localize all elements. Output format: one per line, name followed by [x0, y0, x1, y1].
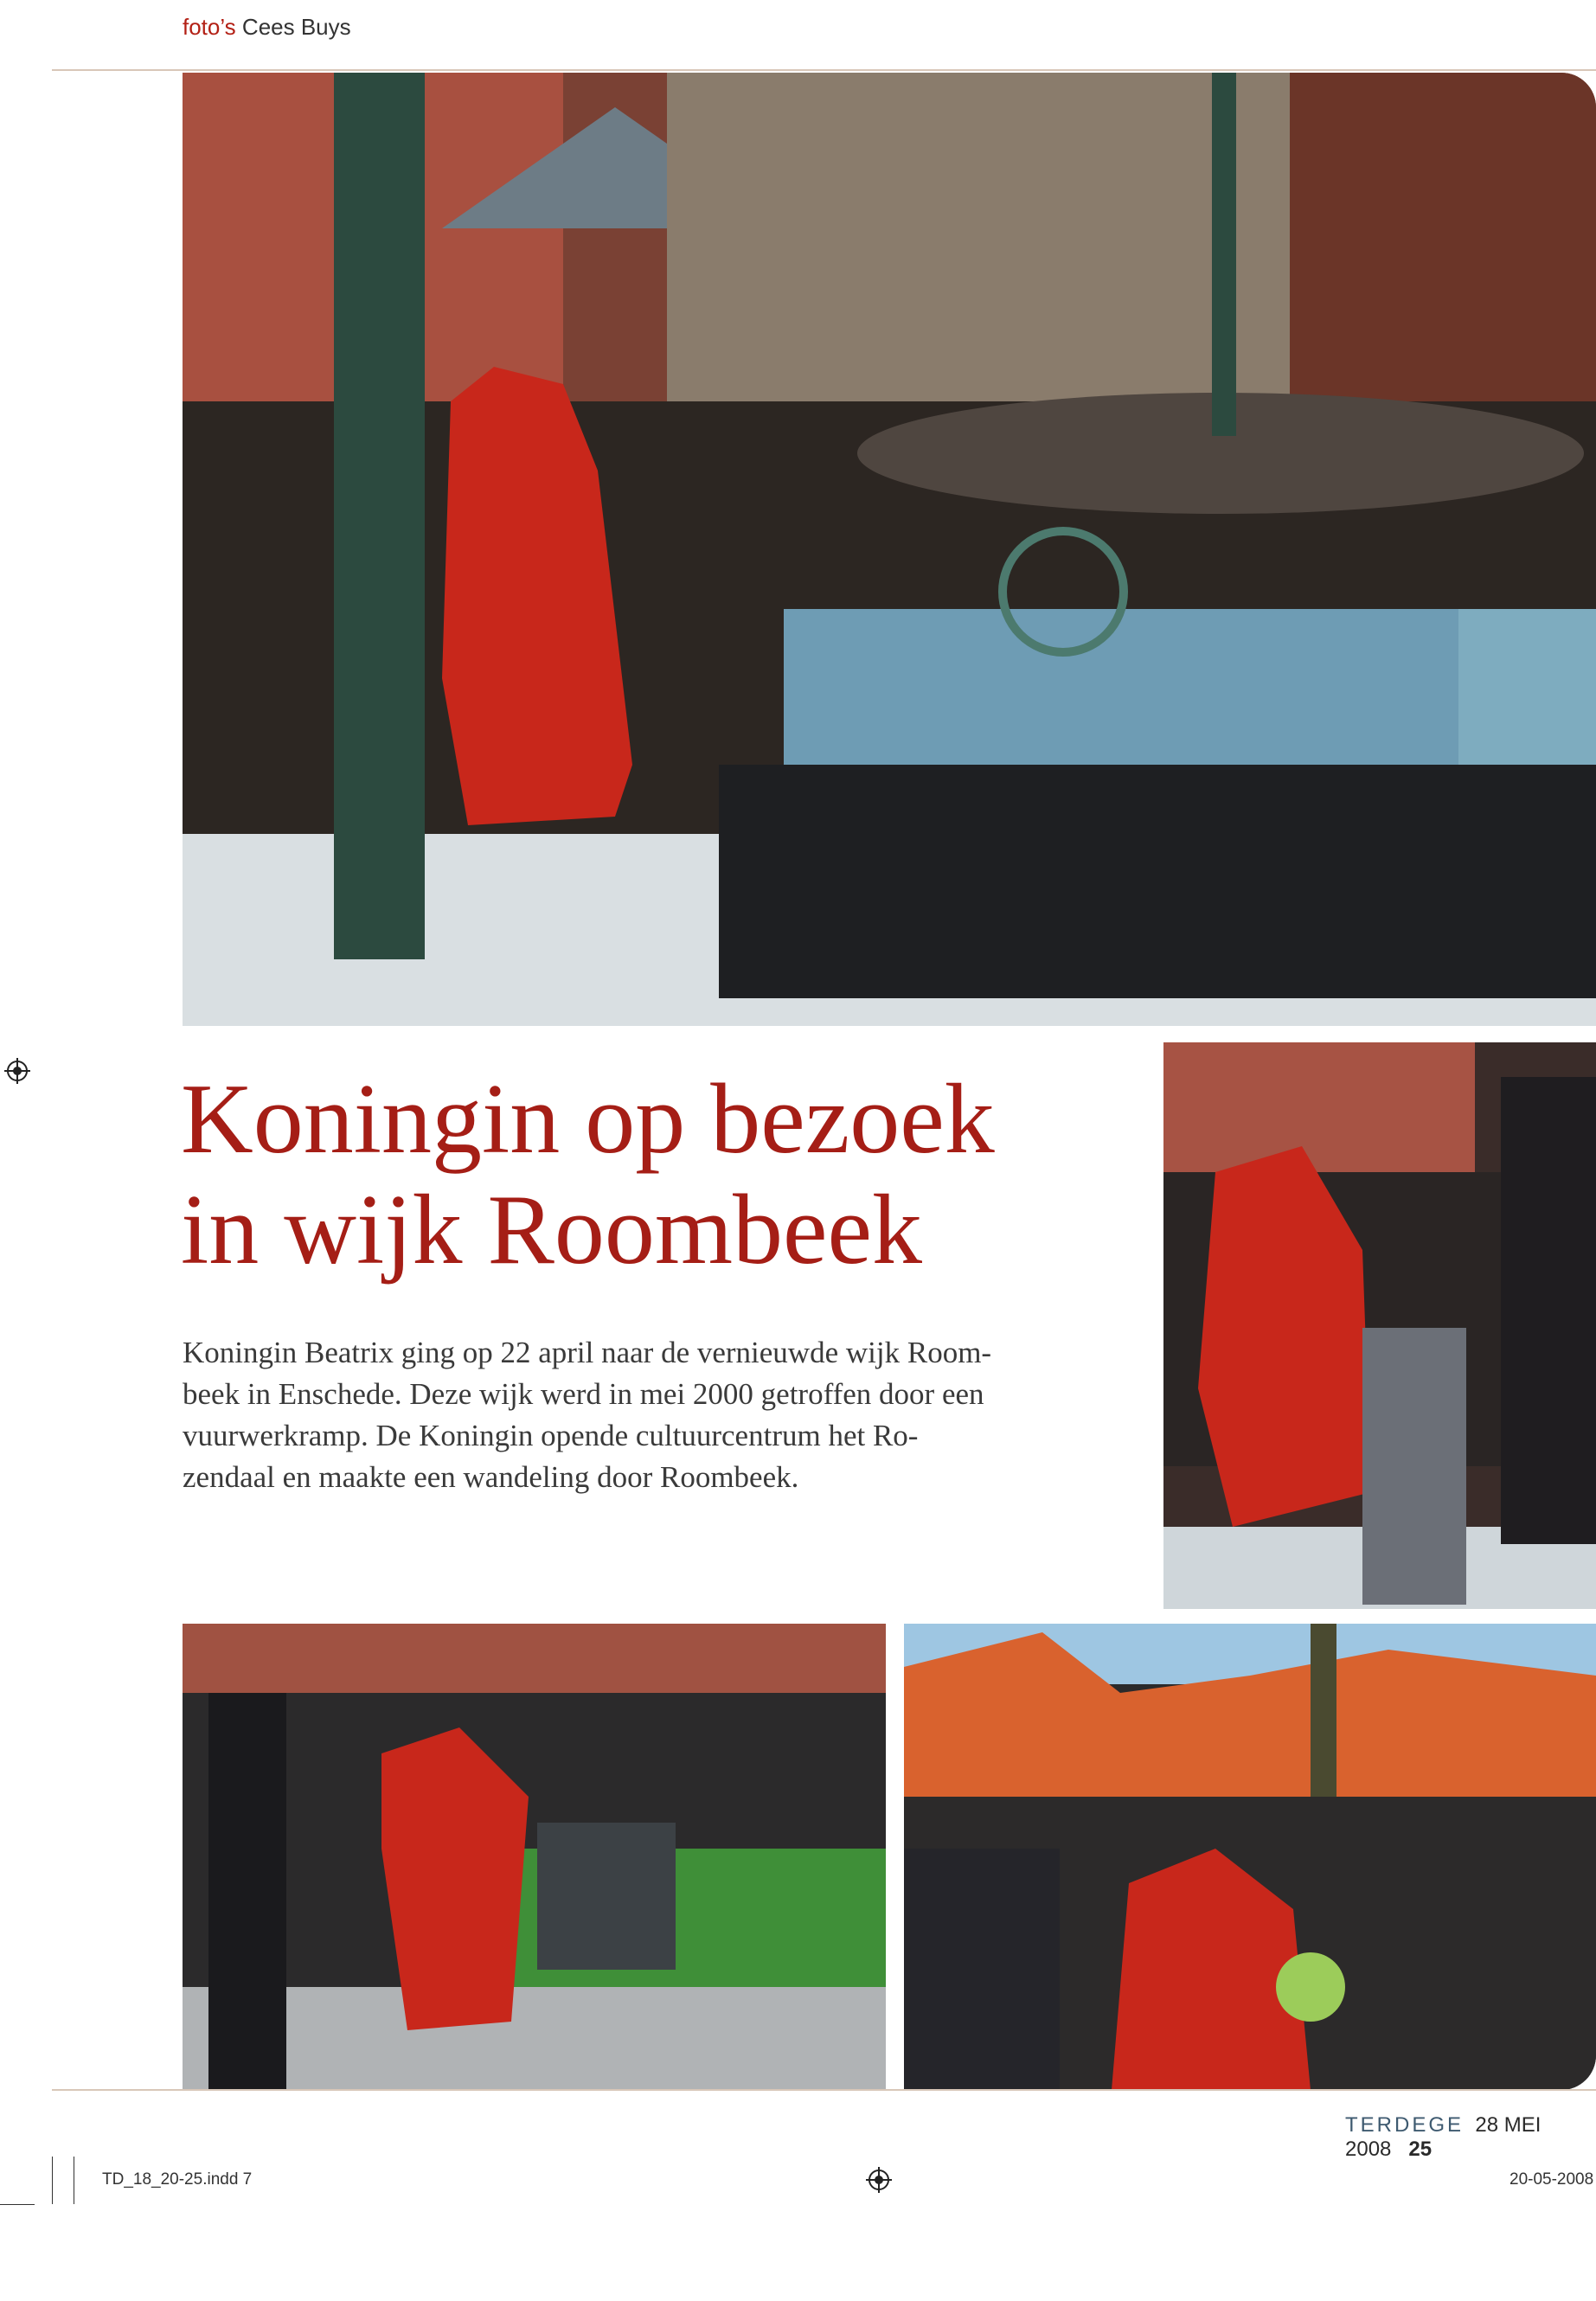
slug-date: 20-05-2008: [1509, 2170, 1594, 2189]
lead-line: beek in Enschede. Deze wijk werd in mei 2000 getroffen door een: [183, 1377, 984, 1411]
credit-label: foto’s: [183, 14, 236, 40]
main-photo: [183, 73, 1596, 1026]
registration-mark-icon: [4, 1058, 30, 1084]
article-lead: [183, 1332, 1039, 1498]
footer-brand: TERDEGE: [1345, 2113, 1465, 2137]
bottom-left-photo: [183, 1624, 886, 2090]
credit-name: Cees Buys: [241, 14, 351, 40]
page-footer: [1345, 2113, 1596, 2162]
lead-line: zendaal en maakte een wandeling door Roombeek.: [183, 1460, 799, 1494]
page-number: 25: [1408, 2138, 1433, 2161]
side-photo: [1163, 1042, 1596, 1609]
article-title: [181, 1064, 995, 1285]
registration-mark-icon: [866, 2167, 892, 2193]
lead-line: vuurwerkramp. De Koningin opende cultuurcentrum het Ro-: [183, 1419, 919, 1452]
top-rule: [52, 69, 1596, 71]
title-line: in wijk Roombeek: [181, 1175, 923, 1285]
footer-date: 28 MEI 2008: [1345, 2113, 1542, 2161]
lead-line: Koningin Beatrix ging op 22 april naar de vernieuwde wijk Room-: [183, 1336, 992, 1369]
bottom-right-photo: [904, 1624, 1596, 2090]
crop-mark: [52, 2157, 53, 2204]
title-line: Koningin op bezoek: [181, 1064, 995, 1175]
slug-file: TD_18_20-25.indd 7: [102, 2170, 253, 2189]
crop-mark: [0, 2204, 35, 2205]
bottom-rule: [52, 2089, 1596, 2091]
photo-credit: [183, 14, 351, 41]
